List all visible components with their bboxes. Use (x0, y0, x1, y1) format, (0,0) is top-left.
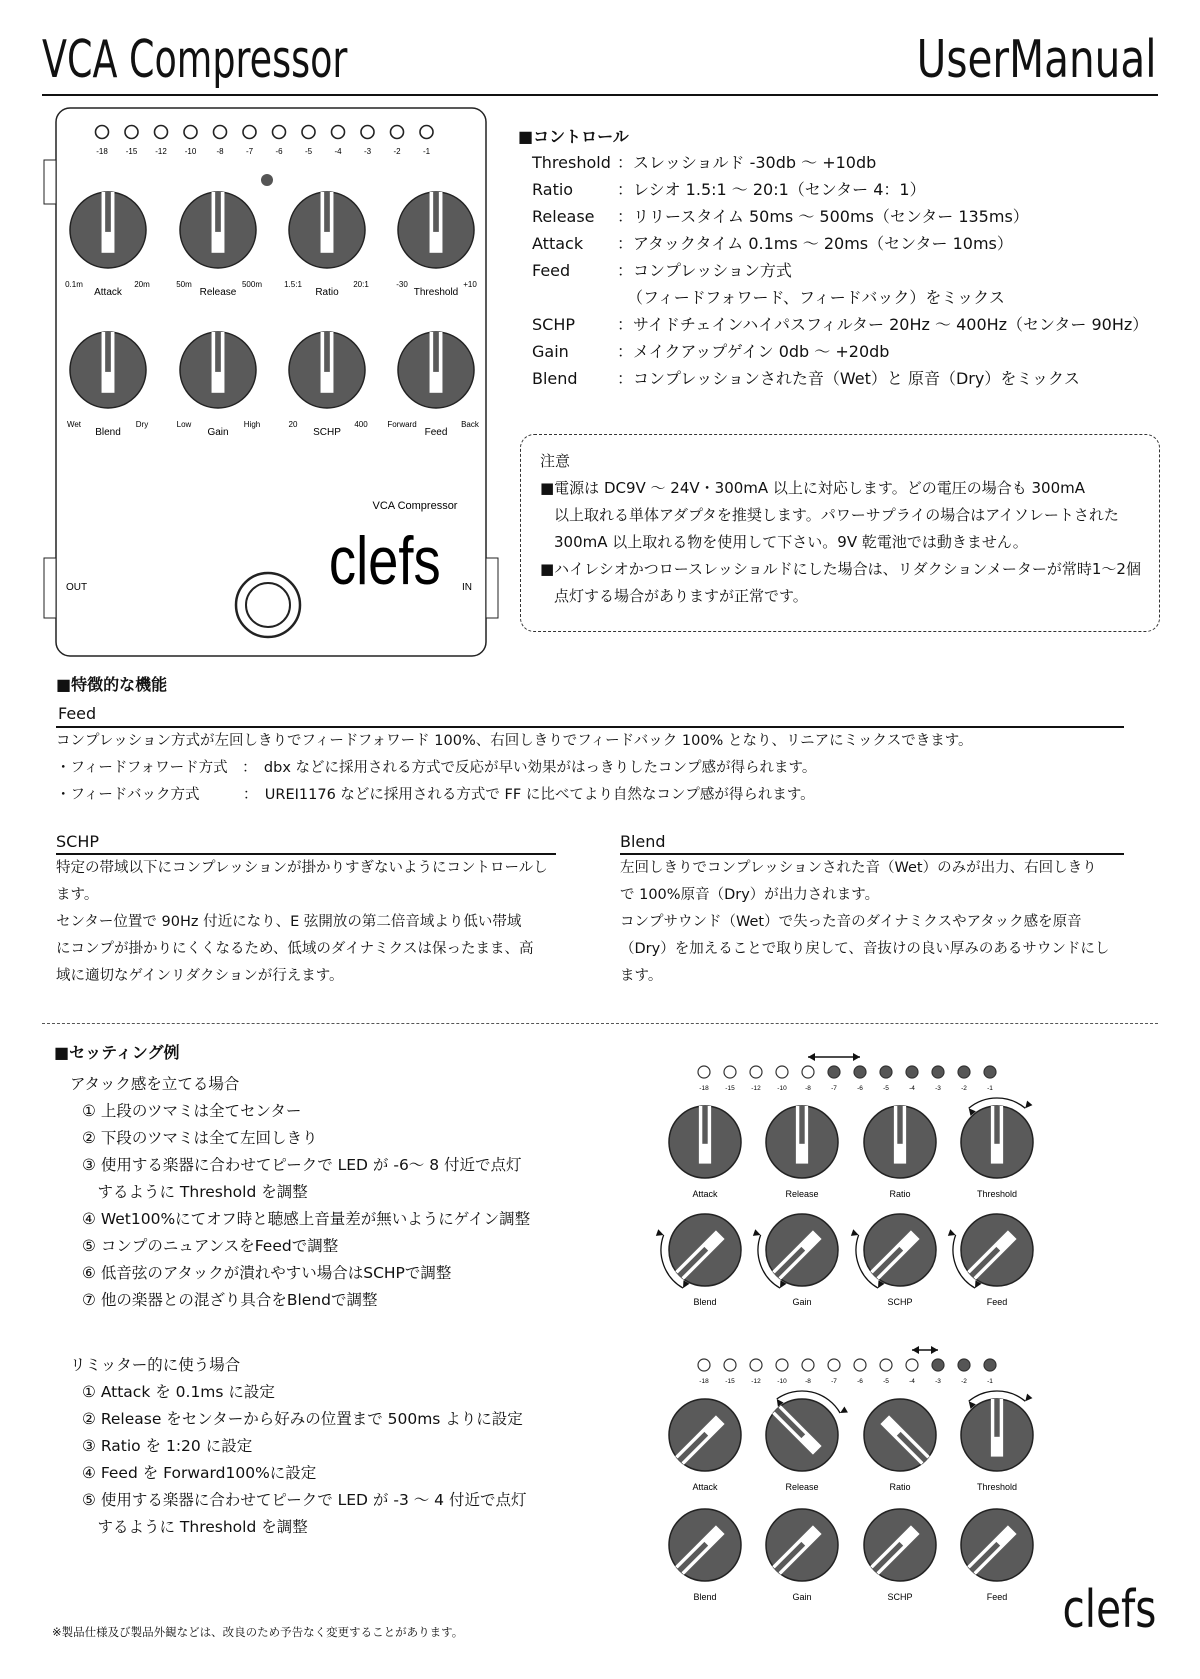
knob-name-label: Ratio (315, 287, 339, 298)
meter-led-label: -7 (245, 147, 254, 156)
diagram-led-label: -3 (935, 1085, 941, 1092)
meter-led (361, 126, 374, 139)
diagram-knob-label: Attack (692, 1189, 718, 1199)
control-desc: ：コンプレッション方式 (617, 261, 792, 280)
diagram-knob-release (766, 1399, 838, 1471)
schp-line: ます。 (56, 887, 99, 903)
setting-step: ⑥ 低音弦のアタックが潰れやすい場合はSCHPで調整 (82, 1264, 452, 1282)
control-row (532, 366, 1080, 389)
diagram-led-label: -18 (699, 1378, 709, 1385)
knob-min-label: Wet (66, 420, 82, 429)
pedal-brand-logo: clefs (328, 523, 441, 600)
example1-diagram (650, 1040, 1050, 1320)
diagram-led (776, 1066, 788, 1078)
diagram-led (854, 1359, 866, 1371)
knob-name-label: Gain (207, 427, 229, 438)
control-name: Blend (532, 369, 578, 388)
knob-max-label: 20m (134, 280, 150, 289)
diagram-led-label: -18 (699, 1085, 709, 1092)
caution-heading: 注意 (540, 452, 571, 470)
caution-line: ■電源は DC9V ～ 24V・300mA 以上に対応します。どの電圧の場合も 300mA (540, 479, 1085, 497)
meter-led-label: -1 (422, 147, 431, 156)
knob-ratio (289, 192, 365, 268)
control-name: Attack (532, 234, 584, 253)
knob-max-label: Dry (135, 420, 149, 429)
knob-name-label: Attack (94, 287, 122, 298)
diagram-led (724, 1066, 736, 1078)
feed-line: コンプレッション方式が左回しきりでフィードフォワード 100%、右回しきりでフィードバック 100% となり、リニアにミックスできます。 (56, 733, 973, 749)
setting-step: ② 下段のツマミは全て左回しきり (82, 1129, 318, 1147)
diagram-knob-ratio (864, 1399, 936, 1471)
diagram-led-label: -8 (805, 1378, 811, 1385)
setting-step: ⑦ 他の楽器との混ざり具合をBlendで調整 (82, 1291, 378, 1309)
knob-max-label: Back (461, 420, 479, 429)
diagram-knob-schp (864, 1509, 936, 1581)
diagram-knob-feed (961, 1509, 1033, 1581)
control-desc: ：アタックタイム 0.1ms ～ 20ms（センター 10ms） (617, 234, 1013, 253)
control-row (532, 339, 889, 362)
meter-led-label: -2 (393, 147, 401, 156)
knob-min-label: -30 (396, 280, 408, 289)
diagram-led-label: -3 (935, 1378, 941, 1385)
knob-min-label: 20 (288, 420, 298, 429)
diagram-led (880, 1066, 892, 1078)
meter-led (420, 126, 433, 139)
knob-min-label: Low (176, 420, 192, 429)
meter-led-label: -8 (216, 147, 224, 156)
control-name: Feed (532, 261, 571, 280)
diagram-led (698, 1359, 710, 1371)
document-title: VCA Compressor (42, 30, 348, 90)
setting-step: ① Attack を 0.1ms に設定 (82, 1383, 275, 1401)
diagram-led (802, 1359, 814, 1371)
meter-led (332, 126, 345, 139)
diagram-led-label: -1 (987, 1378, 993, 1385)
diagram-knob-gain (766, 1214, 838, 1286)
diagram-led (828, 1359, 840, 1371)
diagram-led (854, 1066, 866, 1078)
setting-step: ④ Wet100%にてオフ時と聴感上音量差が無いようにゲイン調整 (82, 1210, 531, 1228)
diagram-knob-feed (961, 1214, 1033, 1286)
knob-max-label: +10 (463, 280, 477, 289)
diagram-led (932, 1066, 944, 1078)
knob-name-label: Feed (424, 427, 448, 438)
diagram-led (932, 1359, 944, 1371)
meter-led (96, 126, 109, 139)
knob-max-label: 20:1 (353, 280, 369, 289)
control-row (532, 150, 876, 173)
meter-led (243, 126, 256, 139)
control-desc: ：コンプレッションされた音（Wet）と 原音（Dry）をミックス (617, 369, 1080, 388)
schp-line: センター位置で 90Hz 付近になり、E 弦開放の第二倍音域より低い帯域 (56, 914, 522, 930)
knob-min-label: 0.1m (65, 280, 83, 289)
setting-step: ⑤ コンプのニュアンスをFeedで調整 (82, 1237, 339, 1255)
diagram-led-label: -12 (751, 1378, 761, 1385)
diagram-led (802, 1066, 814, 1078)
blend-line: で 100%原音（Dry）が出力されます。 (620, 887, 880, 903)
caution-line: 300mA 以上取れる物を使用して下さい。9V 乾電池では動きません。 (554, 533, 1028, 551)
control-desc: ：レシオ 1.5:1 ～ 20:1（センター 4：1） (617, 180, 926, 199)
meter-led (302, 126, 315, 139)
diagram-led (880, 1359, 892, 1371)
feed-line: ・フィードバック方式 ： UREI1176 などに採用される方式で FF に比べてより自然なコンプ感が得られます。 (56, 787, 815, 803)
out-label: OUT (66, 582, 88, 593)
control-row (532, 231, 1013, 254)
diagram-knob-gain (766, 1509, 838, 1581)
control-name: Ratio (532, 180, 574, 199)
meter-led-label: -3 (363, 147, 372, 156)
diagram-led (906, 1359, 918, 1371)
knob-name-label: Threshold (413, 287, 459, 298)
knob-name-label: SCHP (313, 427, 341, 438)
schp-line: にコンプが掛かりにくくなるため、低域のダイナミクスは保ったまま、高 (56, 941, 534, 957)
diagram-knob-blend (669, 1214, 741, 1286)
control-name: Release (532, 207, 595, 226)
meter-led (391, 126, 404, 139)
diagram-knob-label: Feed (986, 1297, 1008, 1307)
diagram-led-label: -15 (725, 1378, 735, 1385)
diagram-knob-label: Attack (692, 1482, 718, 1492)
diagram-led-label: -6 (857, 1378, 863, 1385)
diagram-led-label: -10 (777, 1085, 787, 1092)
diagram-led (984, 1066, 996, 1078)
knob-blend (70, 332, 146, 408)
diagram-knob-label: Blend (693, 1592, 717, 1602)
setting-step: ① 上段のツマミは全てセンター (82, 1102, 302, 1120)
setting-step: ④ Feed を Forward100%に設定 (82, 1464, 317, 1482)
setting-step: ⑤ 使用する楽器に合わせてピークで LED が -3 ～ 4 付近で点灯 (82, 1491, 527, 1509)
diagram-led-label: -2 (961, 1378, 967, 1385)
footswitch-inner (246, 583, 290, 627)
example2-diagram (650, 1335, 1050, 1625)
knob-name-label: Blend (95, 427, 121, 438)
knob-min-label: 1.5:1 (284, 280, 302, 289)
knob-feed (398, 332, 474, 408)
diagram-led (750, 1359, 762, 1371)
control-row (532, 285, 1005, 308)
features-heading: ■特徴的な機能 (56, 675, 168, 694)
diagram-led-label: -4 (909, 1085, 915, 1092)
diagram-led-label: -5 (883, 1085, 889, 1092)
diagram-knob-attack (669, 1399, 741, 1471)
setting-step: ② Release をセンターから好みの位置まで 500ms よりに設定 (82, 1410, 523, 1428)
diagram-knob-schp (864, 1214, 936, 1286)
diagram-knob-label: Gain (792, 1297, 812, 1307)
blend-line: （Dry）を加えることで取り戻して、音抜けの良い厚みのあるサウンドにし (620, 941, 1110, 957)
knob-release (180, 192, 256, 268)
meter-led (184, 126, 197, 139)
schp-line: 域に適切なゲインリダクションが行えます。 (56, 968, 344, 984)
control-desc: ：リリースタイム 50ms ～ 500ms（センター 135ms） (617, 207, 1029, 226)
pedal-diagram (40, 104, 500, 664)
control-name: SCHP (532, 315, 576, 334)
setting-step: ③ 使用する楽器に合わせてピークで LED が -6～ 8 付近で点灯 (82, 1156, 522, 1174)
control-desc: （フィードフォワード、フィードバック）をミックス (627, 288, 1005, 307)
example2-title: リミッター的に使う場合 (70, 1356, 241, 1374)
control-name: Gain (532, 342, 569, 361)
setting-step: するように Threshold を調整 (82, 1183, 308, 1201)
diagram-knob-threshold (961, 1106, 1033, 1178)
status-led (261, 174, 273, 186)
settings-heading: ■セッティング例 (54, 1043, 180, 1062)
knob-min-label: Forward (387, 420, 417, 429)
feed-title: Feed (58, 704, 97, 723)
knob-schp (289, 332, 365, 408)
diagram-led (958, 1066, 970, 1078)
control-desc: ：スレッショルド -30db ～ +10db (617, 153, 877, 172)
pedal-in-jack (486, 558, 498, 618)
blend-line: コンプサウンド（Wet）で失った音のダイナミクスやアタック感を原音 (620, 914, 1082, 930)
knob-max-label: 500m (241, 280, 263, 289)
knob-name-label: Release (199, 287, 237, 298)
diagram-knob-label: SCHP (887, 1592, 913, 1602)
meter-led-label: -4 (334, 147, 342, 156)
control-desc: ：メイクアップゲイン 0db ～ +20db (617, 342, 890, 361)
controls-heading: ■コントロール (518, 127, 629, 146)
section-separator (42, 1023, 1158, 1024)
diagram-led (750, 1066, 762, 1078)
control-row (532, 312, 1148, 335)
diagram-led-label: -5 (883, 1378, 889, 1385)
header-rule (42, 94, 1158, 96)
control-row (532, 177, 926, 200)
meter-led-label: -15 (125, 147, 138, 156)
caution-line: ■ハイレシオかつロースレッショルドにした場合は、リダクションメーターが常時1～2個 (540, 560, 1141, 578)
setting-step: するように Threshold を調整 (82, 1518, 308, 1536)
control-name: Threshold (532, 153, 611, 172)
meter-led (125, 126, 138, 139)
blend-line: 左回しきりでコンプレッションされた音（Wet）のみが出力、右回しきり (620, 860, 1097, 876)
knob-gain (180, 332, 256, 408)
knob-min-label: 50m (176, 280, 192, 289)
knob-max-label: High (243, 420, 261, 429)
diagram-led (828, 1066, 840, 1078)
meter-led-label: -6 (275, 147, 283, 156)
caution-line: 点灯する場合がありますが正常です。 (554, 587, 808, 605)
diagram-knob-label: Release (785, 1482, 819, 1492)
diagram-led-label: -6 (857, 1085, 863, 1092)
diagram-led-label: -7 (831, 1085, 837, 1092)
diagram-knob-label: Feed (986, 1592, 1008, 1602)
diagram-knob-threshold (961, 1399, 1033, 1471)
diagram-knob-attack (669, 1106, 741, 1178)
schp-title: SCHP (56, 832, 100, 851)
diagram-knob-ratio (864, 1106, 936, 1178)
knob-attack (70, 192, 146, 268)
meter-led-label: -10 (184, 147, 197, 156)
pedal-model-label: VCA Compressor (372, 500, 458, 512)
meter-led (214, 126, 227, 139)
setting-step: ③ Ratio を 1:20 に設定 (82, 1437, 253, 1455)
diagram-led-label: -8 (805, 1085, 811, 1092)
meter-led-label: -5 (304, 147, 313, 156)
diagram-knob-label: Ratio (889, 1189, 911, 1199)
meter-led (155, 126, 168, 139)
diagram-led-label: -10 (777, 1378, 787, 1385)
diagram-led-label: -7 (831, 1378, 837, 1385)
diagram-led-label: -12 (751, 1085, 761, 1092)
diagram-knob-blend (669, 1509, 741, 1581)
control-row (532, 258, 792, 281)
diagram-led (776, 1359, 788, 1371)
blend-line: ます。 (620, 968, 663, 984)
pedal-out-jack (44, 558, 56, 618)
diagram-led (958, 1359, 970, 1371)
control-desc: ：サイドチェインハイパスフィルター 20Hz ～ 400Hz（センター 90Hz） (617, 315, 1149, 334)
meter-led-label: -12 (155, 147, 167, 156)
diagram-knob-label: Ratio (889, 1482, 911, 1492)
diagram-led (698, 1066, 710, 1078)
diagram-led-label: -1 (987, 1085, 993, 1092)
feed-line: ・フィードフォワード方式 ： dbx などに採用される方式で反応が早い効果がはっきりしたコンプ感が得られます。 (56, 760, 817, 776)
meter-led-label: -18 (96, 147, 108, 156)
footer-note: ※製品仕様及び製品外観などは、改良のため予告なく変更することがあります。 (52, 1625, 464, 1639)
knob-threshold (398, 192, 474, 268)
schp-line: 特定の帯域以下にコンプレッションが掛かりすぎないようにコントロールし (56, 860, 548, 876)
footer-logo: clefs (1062, 1580, 1156, 1640)
example1-title: アタック感を立てる場合 (70, 1075, 240, 1093)
diagram-knob-label: SCHP (887, 1297, 913, 1307)
blend-title: Blend (620, 832, 666, 851)
diagram-knob-label: Release (785, 1189, 819, 1199)
diagram-knob-label: Threshold (976, 1189, 1018, 1199)
diagram-led-label: -4 (909, 1378, 915, 1385)
control-row (532, 204, 1029, 227)
diagram-knob-label: Threshold (976, 1482, 1018, 1492)
diagram-led (906, 1066, 918, 1078)
diagram-knob-release (766, 1106, 838, 1178)
diagram-led (984, 1359, 996, 1371)
diagram-led-label: -15 (725, 1085, 735, 1092)
caution-line: 以上取れる単体アダプタを推奨します。パワーサプライの場合はアイソレートされた (554, 506, 1119, 524)
diagram-led (724, 1359, 736, 1371)
diagram-led-label: -2 (961, 1085, 967, 1092)
knob-max-label: 400 (354, 420, 368, 429)
document-subtitle: UserManual (916, 30, 1156, 90)
meter-led (273, 126, 286, 139)
pedal-side-tab-left (44, 160, 56, 204)
diagram-knob-label: Blend (693, 1297, 717, 1307)
in-label: IN (462, 582, 472, 593)
diagram-knob-label: Gain (792, 1592, 812, 1602)
